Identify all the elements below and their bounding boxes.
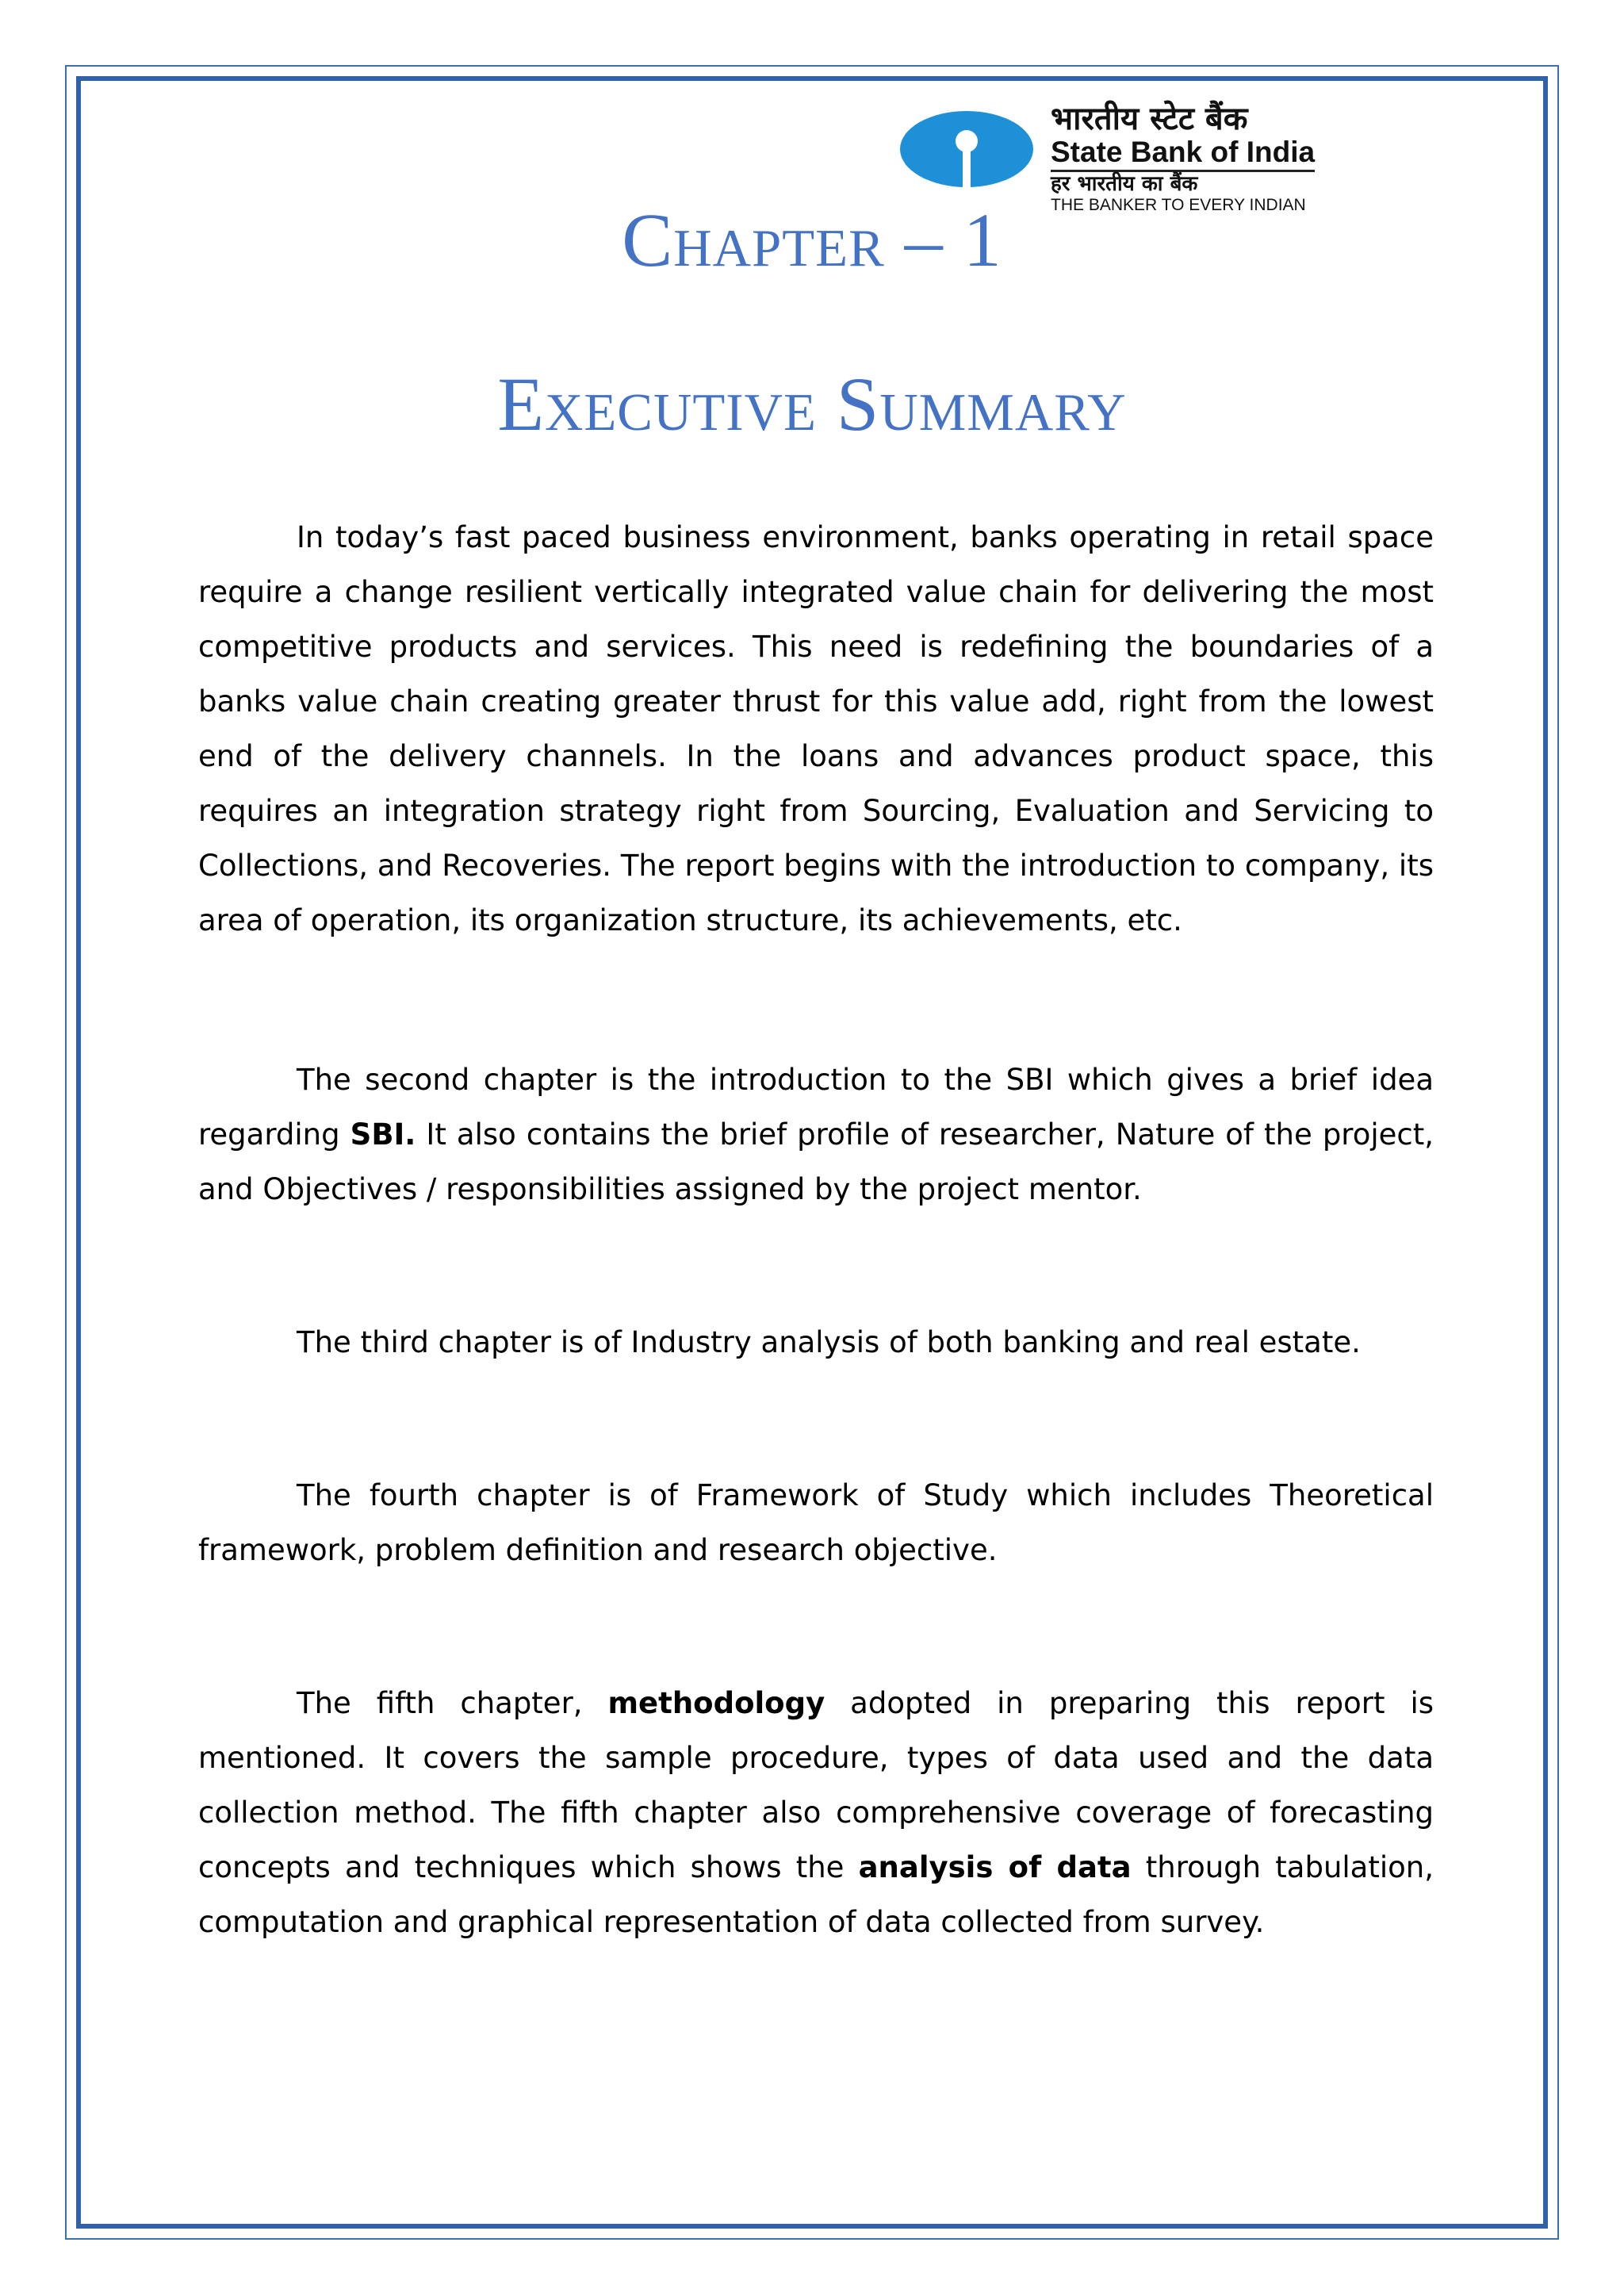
paragraph-text: through tabulation, computation and graphical representation of data collected from survey.	[198, 1850, 1434, 1939]
logo-tagline: THE BANKER TO EVERY INDIAN	[1051, 196, 1306, 214]
logo-english-name: State Bank of India	[1051, 136, 1315, 172]
sbi-keyhole-icon	[898, 109, 1035, 189]
body-text	[198, 510, 1434, 1949]
logo-hindi-tagline: हर भारतीय का बैंक	[1051, 172, 1198, 196]
bold-term-sbi: SBI.	[350, 1117, 416, 1152]
paragraph-text: It also contains the brief profile of researcher, Nature of the project, and Objectives / responsibilities assigned by the project mentor.	[198, 1117, 1434, 1206]
paragraph-fourth-chapter: The fourth chapter is of Framework of Study which includes Theoretical framework, problem definition and research objective.	[198, 1478, 1434, 1567]
paragraph-second-chapter	[198, 1052, 1434, 1217]
logo-hindi-name: भारतीय स्टेट बैंक	[1051, 101, 1248, 137]
paragraph-text: The second chapter is the introduction to the SBI which gives a brief idea regarding	[198, 1063, 1434, 1152]
chapter-heading: Chapter – 1	[622, 197, 1002, 282]
bold-term-methodology: methodology	[607, 1686, 825, 1720]
paragraph-text: The fifth chapter,	[297, 1686, 608, 1720]
bold-term-analysis: analysis of data	[858, 1850, 1132, 1884]
paragraph-intro: In today’s fast paced business environment, banks operating in retail space require a change resilient vertically integrated value chain for delivering the most competitive products and services. This need is redefining the boundaries of a banks value chain creating greater thrust for this value add, right from the lowest end of the delivery channels. In the loans and advances product space, this requires an integration strategy right from Sourcing, Evaluation and Servicing to Collections, and Recoveries. The report begins with the introduction to company, its area of operation, its organization structure, its achievements, etc.	[198, 520, 1434, 937]
paragraph-fifth-chapter	[198, 1676, 1434, 1949]
sbi-logo	[898, 101, 1438, 214]
section-title: Executive Summary	[497, 362, 1127, 447]
paragraph-text: adopted in preparing this report is mentioned. It covers the sample procedure, types of data used and the data collection method. The fifth chapter also comprehensive coverage of forecasting concepts and techniques which shows the	[198, 1686, 1434, 1884]
paragraph-third-chapter: The third chapter is of Industry analysis of both banking and real estate.	[297, 1325, 1361, 1359]
